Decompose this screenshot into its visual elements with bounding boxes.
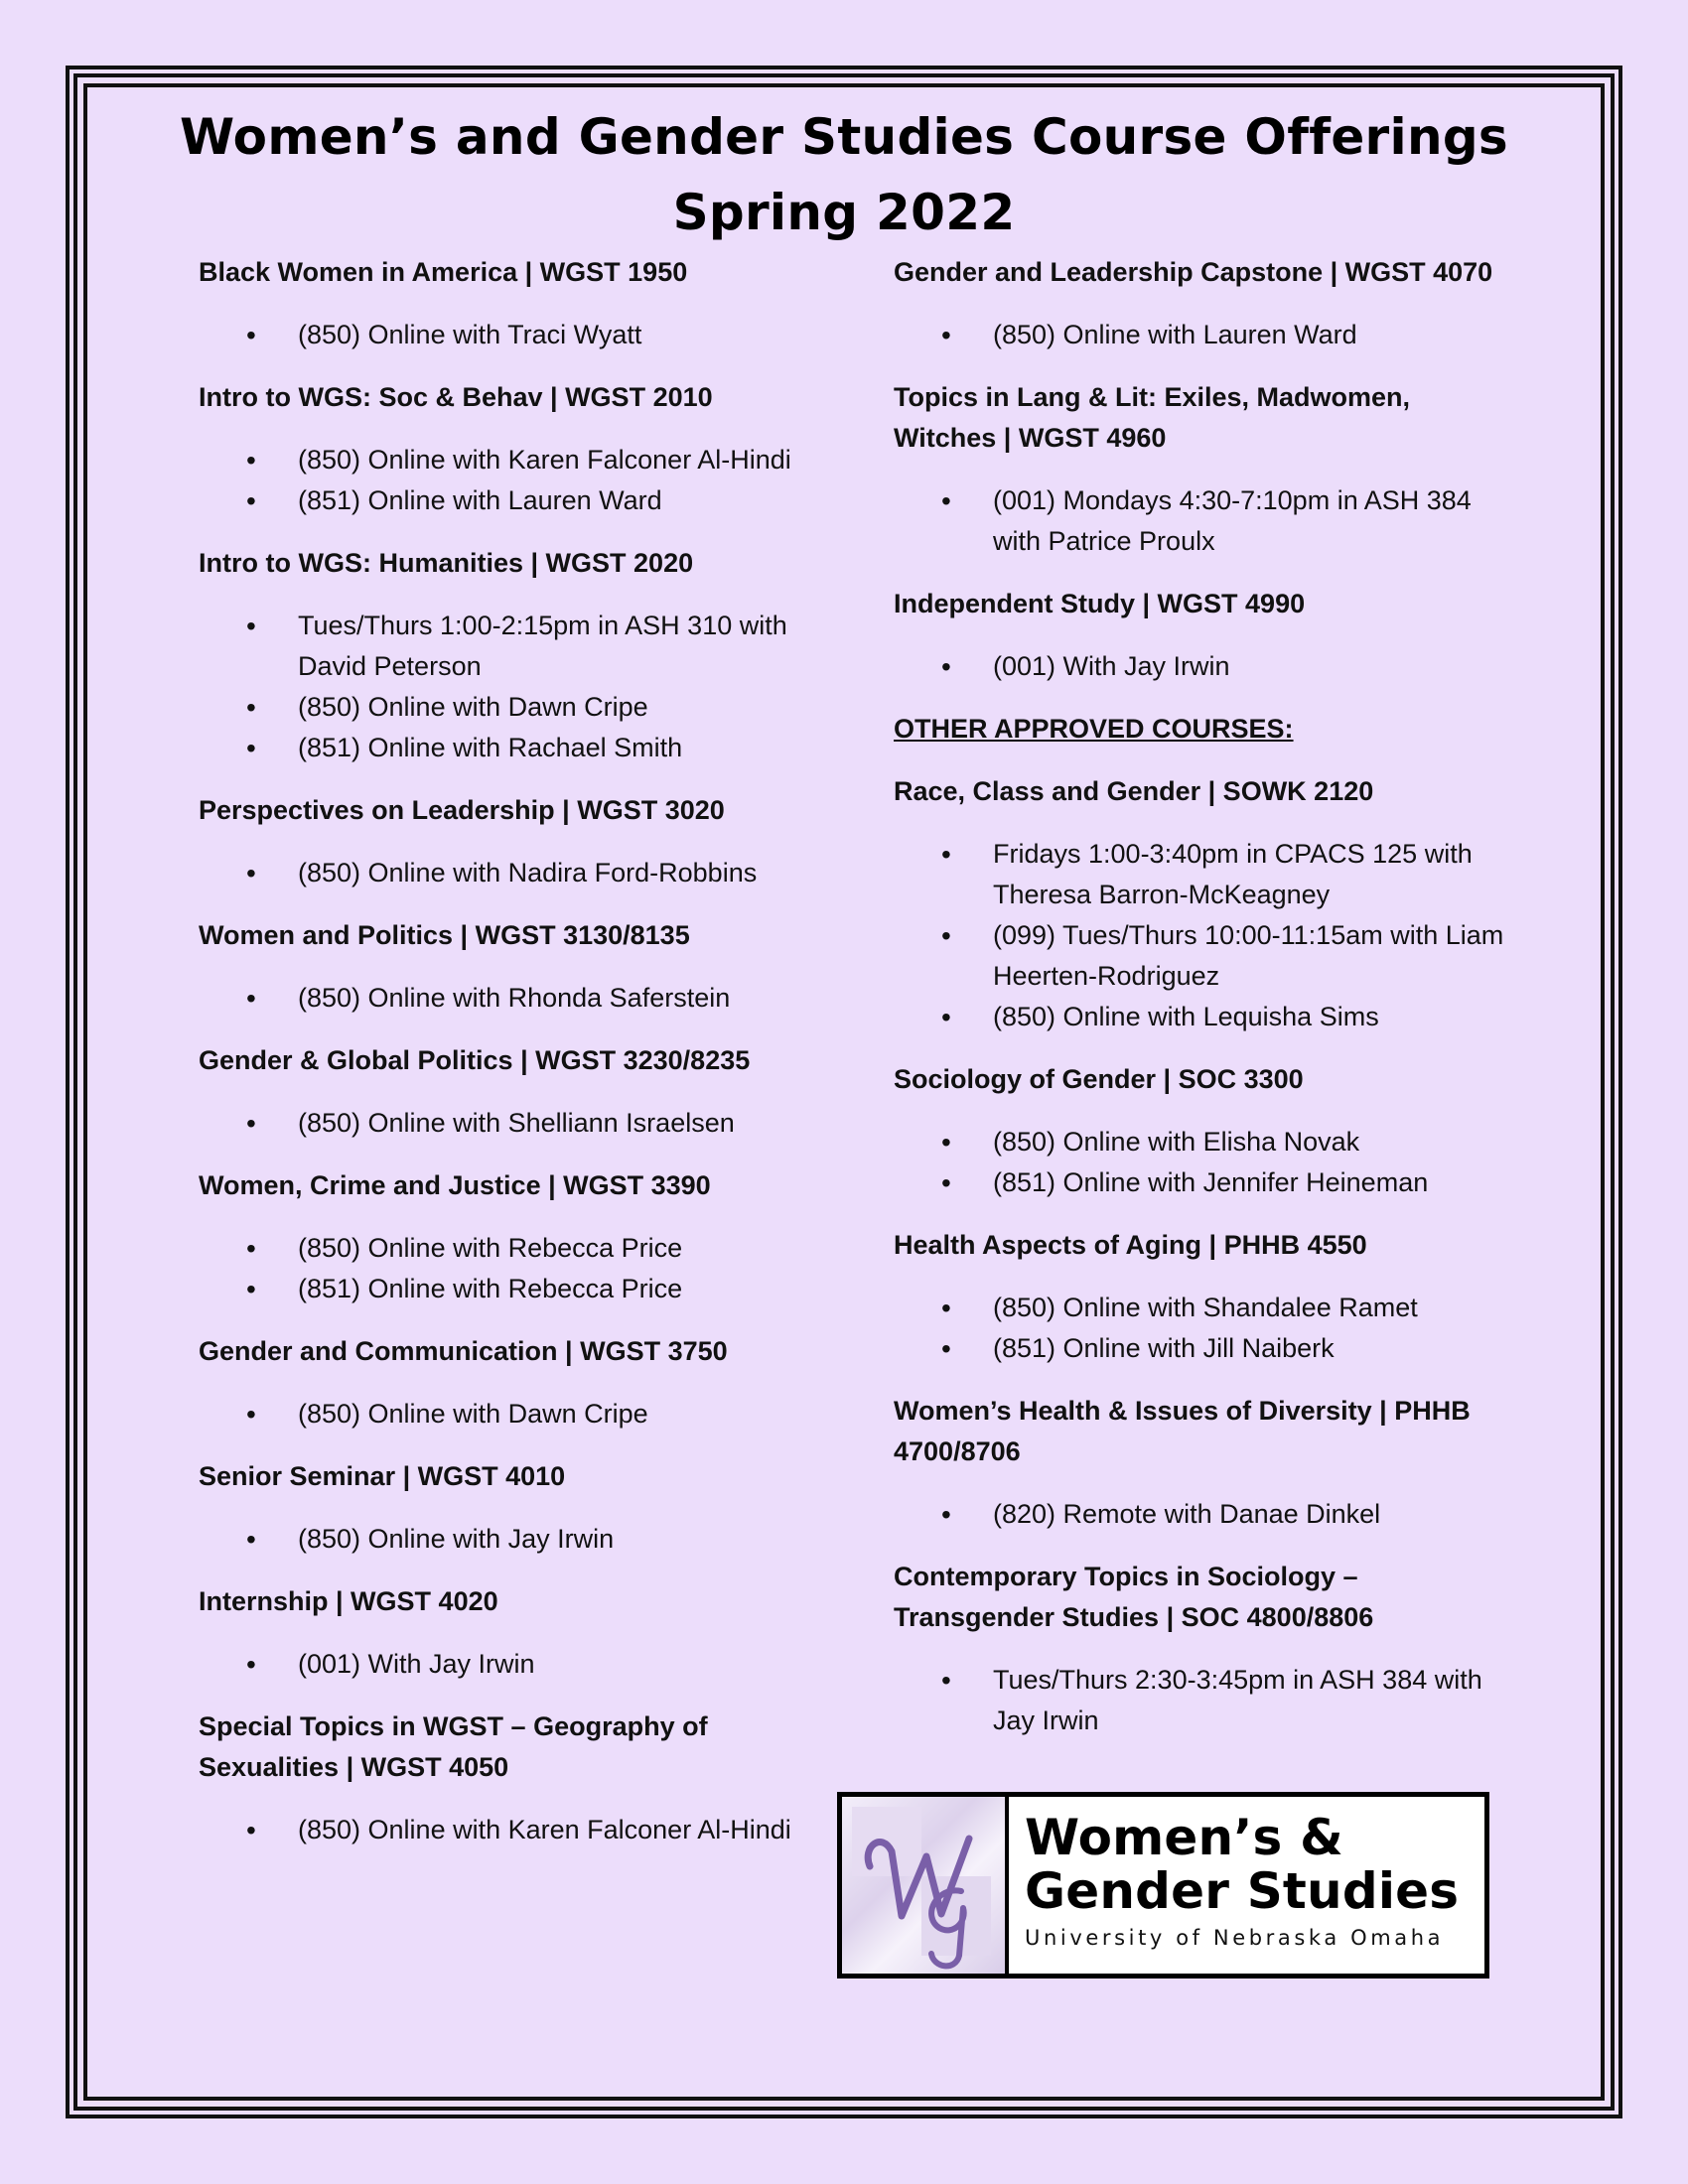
course-sections [894,315,1509,355]
section-item: • (851) Online with Jennifer Heineman [894,1162,1509,1203]
page-title [99,99,1589,250]
course-block [199,543,794,768]
course-sections [199,853,794,893]
logo-wordmark [1009,1797,1484,1974]
course-sections [199,315,794,355]
course-block [199,1040,794,1144]
section-item: • (850) Online with Lequisha Sims [894,997,1509,1037]
course-title: Contemporary Topics in Sociology – Transgender Studies | SOC 4800/8806 [894,1562,1374,1632]
section-item: • (001) Mondays 4:30-7:10pm in ASH 384 with Patrice Proulx [894,480,1509,562]
course-title: Independent Study | WGST 4990 [894,589,1306,618]
course-title: Black Women in America | WGST 1950 [199,257,688,287]
course-title: Women and Politics | WGST 3130/8135 [199,920,690,950]
course-block [199,1456,794,1560]
other-approved-courses [894,771,1509,1741]
course-block [894,377,1509,562]
course-block [199,1706,794,1850]
course-block [894,1391,1509,1535]
course-block [199,1165,794,1309]
course-title: Senior Seminar | WGST 4010 [199,1461,566,1491]
section-item: • (099) Tues/Thurs 10:00-11:15am with Liam Heerten-Rodriguez [894,915,1509,997]
course-title: Sociology of Gender | SOC 3300 [894,1064,1304,1094]
section-item: • (850) Online with Karen Falconer Al-Hindi [199,1810,794,1850]
course-title: Special Topics in WGST – Geography of Sexualities | WGST 4050 [199,1711,708,1782]
section-item: • (850) Online with Traci Wyatt [199,315,794,355]
section-item: • Tues/Thurs 2:30-3:45pm in ASH 384 with Jay Irwin [894,1660,1509,1741]
course-sections [894,1122,1509,1203]
wg-monogram-icon [842,1797,1009,1974]
course-block [894,771,1509,1037]
course-title: Gender & Global Politics | WGST 3230/8235 [199,1045,751,1075]
wgst-courses-right [894,252,1509,687]
section-item: • (001) With Jay Irwin [199,1644,794,1685]
section-item: • (001) With Jay Irwin [894,646,1509,687]
course-title: Race, Class and Gender | SOWK 2120 [894,776,1374,806]
course-block [894,1225,1509,1369]
section-item: • (850) Online with Nadira Ford-Robbins [199,853,794,893]
section-item: • (850) Online with Dawn Cripe [199,687,794,728]
course-block [894,1557,1509,1741]
course-title: Internship | WGST 4020 [199,1586,498,1616]
section-item: • (820) Remote with Danae Dinkel [894,1494,1509,1535]
course-block [199,252,794,355]
course-sections [199,1644,794,1685]
other-approved-heading: OTHER APPROVED COURSES: [894,714,1294,744]
section-item: • (850) Online with Jay Irwin [199,1519,794,1560]
course-title: Women’s Health & Issues of Diversity | PHHB 4700/8706 [894,1396,1471,1466]
section-item: • (851) Online with Rebecca Price [199,1269,794,1309]
section-item: • (850) Online with Elisha Novak [894,1122,1509,1162]
course-sections [894,1660,1509,1741]
section-item: • (850) Online with Lauren Ward [894,315,1509,355]
course-sections [199,1228,794,1309]
section-item: • Fridays 1:00-3:40pm in CPACS 125 with Theresa Barron-McKeagney [894,834,1509,915]
course-block [894,584,1509,687]
course-title: Perspectives on Leadership | WGST 3020 [199,795,725,825]
course-sections [894,480,1509,562]
course-sections [199,1810,794,1850]
course-title: Women, Crime and Justice | WGST 3390 [199,1170,711,1200]
wgs-logo [837,1792,1489,1979]
right-column [894,252,1509,1741]
course-sections [199,440,794,521]
course-sections [199,606,794,768]
section-item: • (851) Online with Rachael Smith [199,728,794,768]
title-line: Women’s and Gender Studies Course Offerings [180,108,1508,166]
section-item: • (850) Online with Karen Falconer Al-Hindi [199,440,794,480]
course-sections [199,978,794,1019]
section-item: • (850) Online with Shandalee Ramet [894,1288,1509,1328]
section-item: • (851) Online with Jill Naiberk [894,1328,1509,1369]
section-item: • (851) Online with Lauren Ward [199,480,794,521]
section-item: • Tues/Thurs 1:00-2:15pm in ASH 310 with David Peterson [199,606,794,687]
left-column [199,252,794,1850]
course-title: Intro to WGS: Humanities | WGST 2020 [199,548,694,578]
course-title: Gender and Communication | WGST 3750 [199,1336,728,1366]
section-item: • (850) Online with Rhonda Saferstein [199,978,794,1019]
course-sections [894,646,1509,687]
course-title: Health Aspects of Aging | PHHB 4550 [894,1230,1367,1260]
course-sections [894,834,1509,1037]
course-sections [199,1103,794,1144]
logo-name-line1: Women’s & [1025,1809,1343,1866]
subtitle-line: Spring 2022 [672,184,1016,241]
course-block [199,1331,794,1434]
course-block [199,915,794,1019]
course-sections [894,1494,1509,1535]
section-item: • (850) Online with Rebecca Price [199,1228,794,1269]
course-sections [894,1288,1509,1369]
course-sections [199,1519,794,1560]
logo-name-line2: Gender Studies [1025,1862,1460,1920]
course-sections [199,1394,794,1434]
course-title: Topics in Lang & Lit: Exiles, Madwomen, Witches | WGST 4960 [894,382,1411,453]
course-title: Intro to WGS: Soc & Behav | WGST 2010 [199,382,713,412]
course-title: Gender and Leadership Capstone | WGST 4070 [894,257,1493,287]
logo-university: University of Nebraska Omaha [1025,1926,1445,1950]
course-block [199,377,794,521]
course-block [894,1059,1509,1203]
section-item: • (850) Online with Dawn Cripe [199,1394,794,1434]
course-block [199,790,794,893]
section-item: • (850) Online with Shelliann Israelsen [199,1103,794,1144]
course-block [199,1581,794,1685]
course-block [894,252,1509,355]
